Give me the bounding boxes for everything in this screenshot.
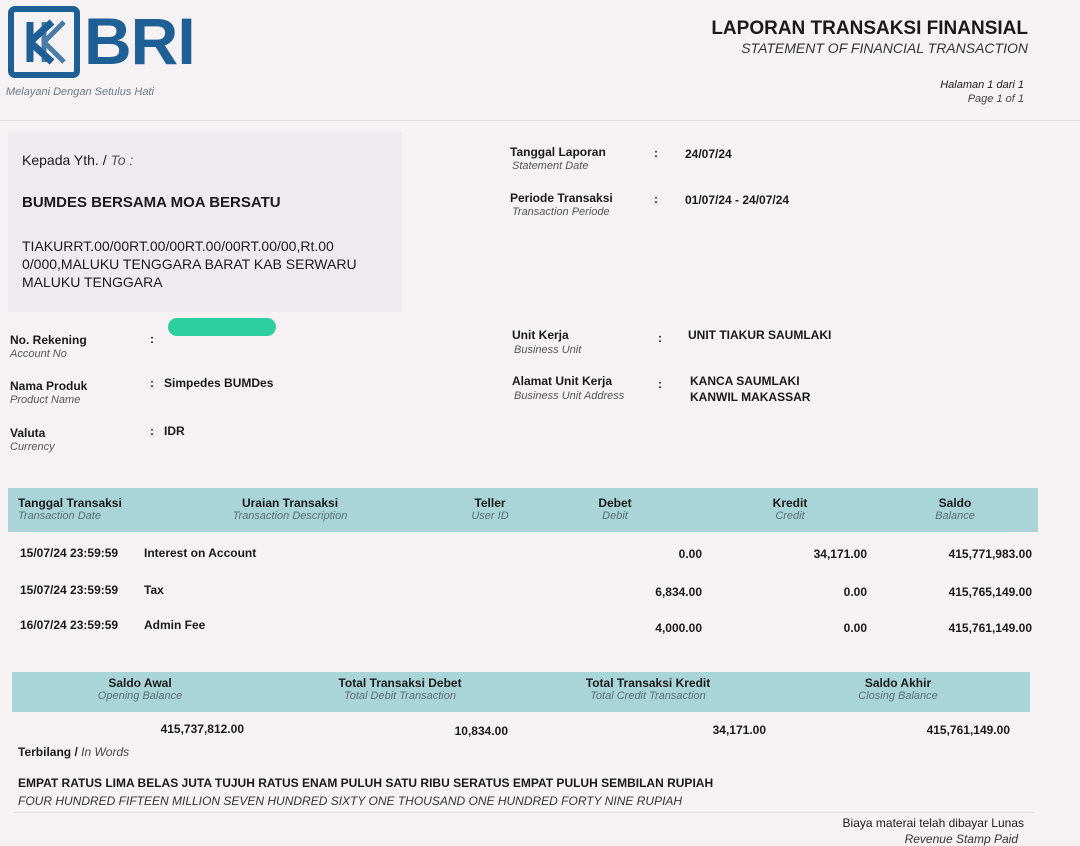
- summary-header-label: Saldo Akhir: [864, 676, 932, 690]
- row-date: 15/07/24 23:59:59: [20, 546, 119, 560]
- col-header-sublabel: Transaction Date: [18, 510, 101, 522]
- unit-address-line: KANWIL MAKASSAR: [690, 390, 811, 404]
- account-number-redaction: [168, 318, 276, 336]
- in-words-label: [18, 745, 129, 759]
- colon: :: [654, 146, 658, 160]
- col-header-credit: [750, 496, 830, 522]
- col-header-label: Kredit: [772, 496, 808, 510]
- in-words-label-id: Terbilang /: [18, 745, 78, 759]
- row-credit: 0.00: [843, 585, 867, 599]
- row-balance: 415,765,149.00: [948, 585, 1032, 599]
- business-unit-label-en: Business Unit: [514, 344, 582, 356]
- summary-header-label: Total Transaksi Kredit: [585, 676, 711, 690]
- row-description: Interest on Account: [144, 546, 257, 560]
- address-line: TIAKURRT.00/00RT.00/00RT.00/00RT.00/00,Rt.00: [22, 238, 334, 254]
- col-header-label: Debet: [598, 496, 632, 510]
- summary-header-label: Total Transaksi Debet: [338, 676, 462, 690]
- colon: :: [150, 424, 154, 438]
- closing-balance-value: 415,761,149.00: [926, 723, 1010, 737]
- statement-date-label-en: Statement Date: [512, 160, 589, 172]
- summary-header-debit: [300, 676, 500, 702]
- col-header-label: Saldo: [938, 496, 972, 510]
- revenue-stamp-note-en: Revenue Stamp Paid: [904, 832, 1018, 846]
- recipient-label: [22, 152, 133, 168]
- row-debit: 0.00: [678, 547, 702, 561]
- bri-logo-icon: [8, 6, 80, 78]
- col-header-teller: [455, 496, 525, 522]
- business-unit-label: Unit Kerja: [512, 328, 569, 342]
- row-credit: 0.00: [843, 621, 867, 635]
- row-debit: 6,834.00: [655, 585, 702, 599]
- colon: :: [654, 192, 658, 206]
- brand-tagline: Melayani Dengan Setulus Hati: [6, 86, 154, 98]
- row-debit: 4,000.00: [655, 621, 702, 635]
- colon: :: [658, 377, 662, 391]
- col-header-date: [18, 496, 122, 522]
- unit-address-line: KANCA SAUMLAKI: [690, 374, 800, 388]
- opening-balance-value: 415,737,812.00: [160, 722, 244, 736]
- col-header-label: Tanggal Transaksi: [18, 496, 122, 510]
- colon: :: [150, 332, 154, 346]
- currency-value: IDR: [164, 424, 185, 438]
- amount-in-words-en: FOUR HUNDRED FIFTEEN MILLION SEVEN HUNDRED SIXTY ONE THOUSAND ONE HUNDRED FORTY NINE RUPIAH: [18, 794, 683, 808]
- col-header-debit: [575, 496, 655, 522]
- row-description: Admin Fee: [144, 618, 206, 632]
- summary-header-opening: [60, 676, 220, 702]
- col-header-sublabel: Transaction Description: [232, 510, 348, 522]
- summary-header-credit: [548, 676, 748, 702]
- col-header-sublabel: Debit: [602, 510, 628, 522]
- page-indicator-en: Page 1 of 1: [967, 93, 1024, 105]
- colon: :: [658, 331, 662, 345]
- product-value: Simpedes BUMDes: [164, 376, 274, 390]
- in-words-label-en: In Words: [81, 745, 130, 759]
- summary-header-sublabel: Opening Balance: [97, 690, 183, 702]
- product-label: Nama Produk: [10, 379, 88, 393]
- row-description: Tax: [144, 583, 164, 597]
- colon: :: [150, 376, 154, 390]
- address-line: MALUKU TENGGARA: [22, 274, 163, 290]
- currency-label-en: Currency: [10, 441, 55, 453]
- statement-date-value: 24/07/24: [685, 147, 732, 161]
- currency-label: Valuta: [10, 426, 46, 440]
- footer-divider: [14, 812, 1034, 813]
- period-label-en: Transaction Periode: [512, 206, 610, 218]
- document-title-en: STATEMENT OF FINANCIAL TRANSACTION: [741, 40, 1028, 56]
- to-label: Kepada Yth. /: [22, 152, 107, 168]
- business-unit-value: UNIT TIAKUR SAUMLAKI: [688, 328, 832, 342]
- summary-header-closing: [808, 676, 988, 702]
- col-header-description: [210, 496, 370, 522]
- period-value: 01/07/24 - 24/07/24: [685, 193, 790, 207]
- row-balance: 415,771,983.00: [948, 547, 1032, 561]
- brand-name: BRI: [84, 4, 195, 78]
- col-header-balance: [915, 496, 995, 522]
- product-label-en: Product Name: [10, 394, 81, 406]
- row-credit: 34,171.00: [813, 547, 867, 561]
- account-number-label-en: Account No: [10, 348, 67, 360]
- recipient-address: [22, 237, 357, 291]
- revenue-stamp-note: Biaya materai telah dibayar Lunas: [842, 816, 1024, 830]
- total-debit-value: 10,834.00: [454, 724, 508, 738]
- recipient-name: BUMDES BERSAMA MOA BERSATU: [22, 194, 281, 211]
- col-header-label: Uraian Transaksi: [241, 496, 339, 510]
- account-number-label: No. Rekening: [10, 333, 87, 347]
- to-label-en: To :: [110, 152, 134, 168]
- unit-address-label: Alamat Unit Kerja: [512, 374, 613, 388]
- col-header-label: Teller: [474, 496, 506, 510]
- unit-address-label-en: Business Unit Address: [514, 390, 625, 402]
- col-header-sublabel: Balance: [935, 510, 975, 522]
- address-line: 0/000,MALUKU TENGGARA BARAT KAB SERWARU: [22, 256, 357, 272]
- amount-in-words-id: EMPAT RATUS LIMA BELAS JUTA TUJUH RATUS ENAM PULUH SATU RIBU SERATUS EMPAT PULUH SEMBILAN RUPIAH: [18, 776, 714, 790]
- document-title: LAPORAN TRANSAKSI FINANSIAL: [711, 18, 1028, 39]
- summary-header-sublabel: Closing Balance: [858, 690, 938, 702]
- total-credit-value: 34,171.00: [712, 723, 766, 737]
- col-header-sublabel: Credit: [775, 510, 805, 522]
- summary-header-sublabel: Total Credit Transaction: [590, 690, 706, 702]
- row-date: 15/07/24 23:59:59: [20, 583, 119, 597]
- summary-header-label: Saldo Awal: [108, 676, 172, 690]
- page-indicator: Halaman 1 dari 1: [940, 79, 1024, 91]
- period-label: Periode Transaksi: [510, 191, 613, 205]
- summary-header-sublabel: Total Debit Transaction: [344, 690, 456, 702]
- row-balance: 415,761,149.00: [948, 621, 1032, 635]
- row-date: 16/07/24 23:59:59: [20, 618, 119, 632]
- statement-date-label: Tanggal Laporan: [510, 145, 606, 159]
- col-header-sublabel: User ID: [471, 510, 509, 522]
- header-divider: [0, 120, 1080, 121]
